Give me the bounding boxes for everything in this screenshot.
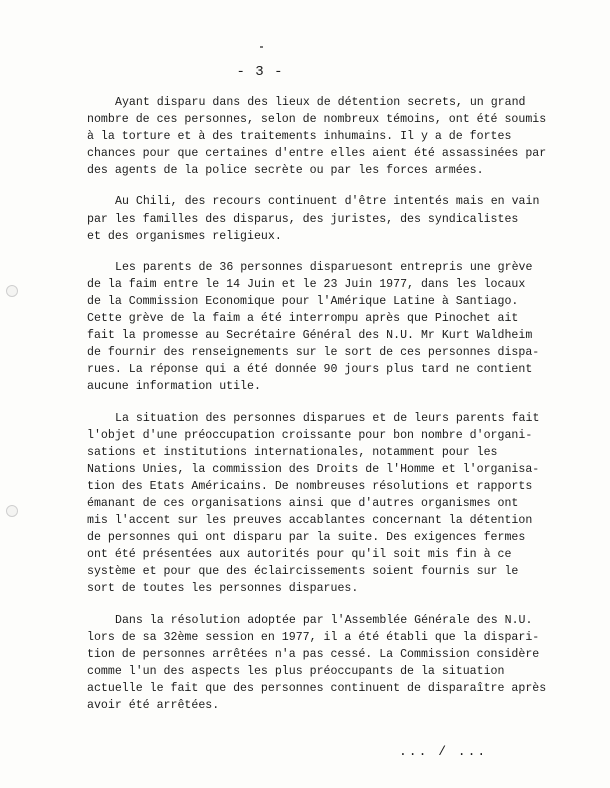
text-line: Au Chili, des recours continuent d'être intentés mais en vain — [115, 195, 540, 209]
scan-speck — [260, 46, 263, 48]
text-line: émanant de ces organisations ainsi que d'autres organismes ont — [87, 496, 519, 510]
text-line: par les familles des disparus, des juristes, des syndicalistes — [87, 212, 519, 226]
paragraph-1 — [87, 94, 567, 179]
text-line: nombre de ces personnes, selon de nombreux témoins, ont été soumis — [87, 113, 547, 127]
body-text — [87, 94, 567, 728]
text-line: sations et institutions internationales, notamment pour les — [87, 445, 498, 459]
text-line: Dans la résolution adoptée par l'Assemblée Générale des N.U. — [115, 613, 533, 627]
text-line: et des organismes religieux. — [87, 229, 282, 243]
text-line: de fournir des renseignements sur le sort de ces personnes dispa- — [87, 346, 540, 360]
text-line: avoir été arrêtées. — [87, 699, 220, 712]
page-number: - 3 - — [236, 64, 284, 80]
text-line: tion des Etats Américains. De nombreuses résolutions et rapports — [87, 479, 533, 493]
text-line: de la Commission Economique pour l'Amérique Latine à Santiago. — [87, 294, 519, 308]
text-line: Cette grève de la faim a été interrompu après que Pinochet ait — [87, 312, 519, 326]
text-line: système et pour que des éclaircissements soient fournis sur le — [87, 565, 519, 579]
text-line: rues. La réponse qui a été donnée 90 jours plus tard ne contient — [87, 363, 533, 377]
text-line: aucune information utile. — [87, 380, 261, 394]
text-line: actuelle le fait que des personnes continuent de disparaître après — [87, 681, 547, 695]
text-line: Nations Unies, la commission des Droits de l'Homme et l'organisa- — [87, 462, 540, 476]
text-line: l'objet d'une préoccupation croissante pour bon nombre d'organi- — [87, 428, 533, 442]
punch-hole-mark — [6, 505, 18, 517]
paragraph-5 — [87, 612, 567, 715]
text-line: comme l'un des aspects les plus préoccupants de la situation — [87, 664, 505, 678]
text-line: fait la promesse au Secrétaire Général des N.U. Mr Kurt Waldheim — [87, 329, 533, 343]
paragraph-4 — [87, 410, 567, 598]
punch-hole-mark — [6, 285, 18, 297]
paragraph-3 — [87, 259, 567, 396]
text-line: Ayant disparu dans des lieux de détention secrets, un grand — [115, 96, 526, 109]
text-line: ont été présentées aux autorités pour qu'il soit mis fin à ce — [87, 548, 512, 562]
text-line: La situation des personnes disparues et de leurs parents fait — [115, 411, 540, 425]
text-line: chances pour que certaines d'entre elles aient été assassinées par — [87, 147, 547, 161]
text-line: lors de sa 32ème session en 1977, il a été établi que la dispari- — [87, 630, 540, 644]
continuation-mark: ... / ... — [399, 744, 488, 759]
text-line: de personnes qui ont disparu par la suite. Des exigences fermes — [87, 531, 526, 545]
text-line: sort de toutes les personnes disparues. — [87, 582, 359, 596]
paragraph-2 — [87, 193, 567, 244]
text-line: mis l'accent sur les preuves accablantes concernant la détention — [87, 514, 533, 528]
text-line: tion de personnes arrêtées n'a pas cessé. La Commission considère — [87, 647, 540, 661]
text-line: Les parents de 36 personnes disparuesont entrepris une grève — [115, 260, 533, 274]
text-line: à la torture et à des traitements inhumains. Il y a de fortes — [87, 130, 512, 144]
text-line: de la faim entre le 14 Juin et le 23 Juin 1977, dans les locaux — [87, 277, 526, 291]
text-line: des agents de la police secrète ou par les forces armées. — [87, 164, 484, 178]
